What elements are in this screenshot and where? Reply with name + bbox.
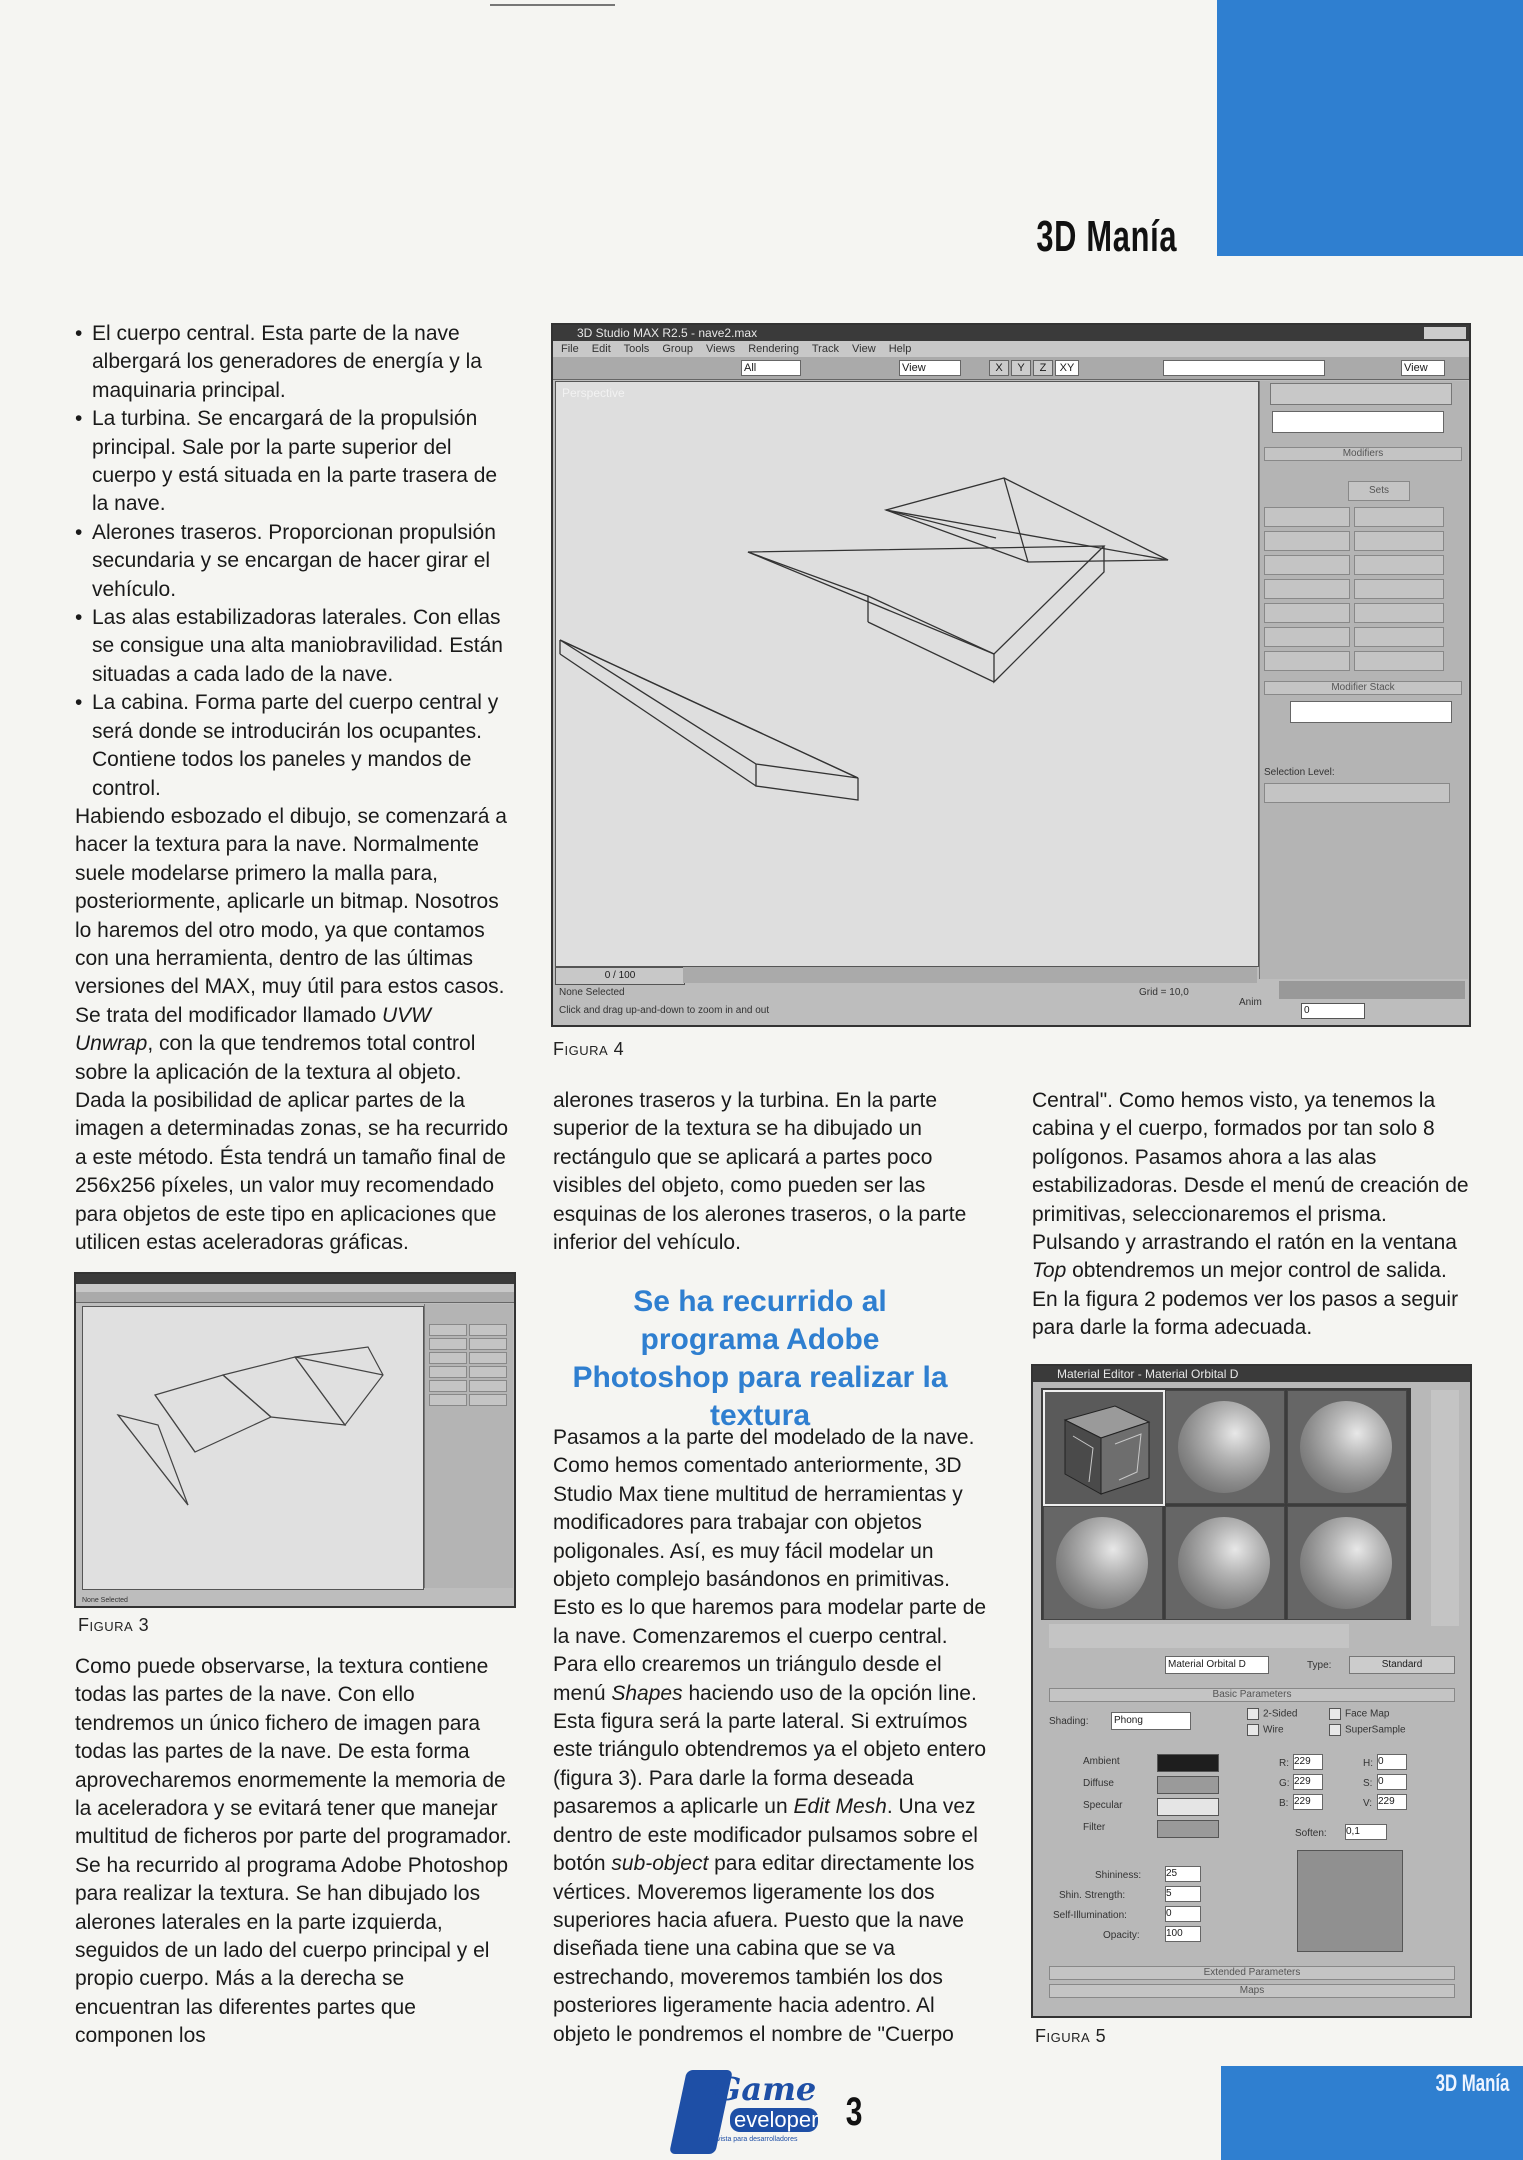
footer-tab — [1221, 2066, 1523, 2160]
window-controls — [1424, 327, 1466, 339]
type-label: Type: — [1307, 1660, 1332, 1671]
g-field[interactable]: 229 — [1293, 1774, 1323, 1790]
object-name-field[interactable] — [1272, 411, 1444, 433]
footer-tab-label: 3D Manía — [1435, 2070, 1509, 2097]
paragraph: Como puede observarse, la textura contiene todas las partes de la nave. Con ello tendremos un único fichero de imagen para todas las partes de la nave. De esta forma aprovecharemos enormemente la memoria de la aceleradora y se evitará tener que manejar multitud de ficheros por parte del programador. — [75, 1655, 512, 1849]
wireframe-model — [556, 382, 1258, 966]
logo-tagline: Revista para desarrolladores — [708, 2136, 798, 2143]
paragraph: alerones traseros y la turbina. En la parte superior de la textura se ha dibujado un rectángulo que se aplicará a partes poco visibles del objeto, como pueden ser las esquinas de los alerones traseros, o la parte inferior del vehículo. — [553, 1089, 967, 1255]
column-2-bottom — [553, 1424, 993, 2049]
filter-swatch[interactable] — [1157, 1820, 1219, 1838]
figure-3-screenshot — [74, 1272, 516, 1608]
page-number: 3 — [845, 2090, 863, 2134]
window-title: 3D Studio MAX R2.5 - nave2.max — [553, 325, 1469, 341]
h-label: H: — [1363, 1758, 1373, 1769]
soften-field[interactable]: 0,1 — [1345, 1824, 1387, 1840]
s-field[interactable]: 0 — [1377, 1774, 1407, 1790]
reference-coord-combo[interactable]: View — [899, 360, 961, 376]
supersample-checkbox[interactable]: SuperSample — [1345, 1724, 1406, 1736]
status-none-selected: None Selected — [559, 987, 625, 998]
game-developer-logo — [678, 2070, 838, 2154]
view-combo[interactable]: View — [1401, 360, 1445, 376]
b-field[interactable]: 229 — [1293, 1794, 1323, 1810]
bullet-item: • La turbina. Se encargará de la propulsión principal. Sale por la parte superior del cuerpo y está situada en la parte trasera de la nave. — [75, 405, 515, 519]
wireframe — [83, 1307, 423, 1589]
self-illum-field[interactable]: 0 — [1165, 1906, 1201, 1922]
material-slot[interactable] — [1165, 1390, 1285, 1504]
shading-combo[interactable]: Phong — [1111, 1712, 1191, 1730]
viewport — [82, 1306, 424, 1590]
side-toolbar[interactable] — [1431, 1390, 1459, 1626]
opacity-field[interactable]: 100 — [1165, 1926, 1201, 1942]
g-label: G: — [1279, 1778, 1290, 1789]
status-text: None Selected — [82, 1597, 128, 1604]
diffuse-swatch[interactable] — [1157, 1776, 1219, 1794]
axis-x-button[interactable]: X — [989, 360, 1009, 376]
axis-y-button[interactable]: Y — [1011, 360, 1031, 376]
paragraph: Pasamos a la parte del modelado de la nave. Como hemos comentado anteriormente, 3D Studio Max tiene multitud de herramientas y modificadores para trabajar con objetos poligonales. Así, es muy fácil modelar un objeto complejo basándonos en primitivas. Esto es lo que haremos para modelar parte de la nave. Comenzaremos el cuerpo central. Para ello crearemos un triángulo desde el menú Shapes haciendo uso de la opción line. Esta figura será la parte lateral. Si extruímos este triángulo obtendremos ya el objeto entero (figura 3). Para darle la forma deseada pasaremos a aplicarle un Edit Mesh. Una vez dentro de este modificador pulsamos sobre el botón sub-object para editar directamente los vértices. Moveremos ligeramente los dos superiores hacia afuera. Puesto que la nave diseñada tiene una cabina que se va estrechando, moveremos también los dos posteriores ligeramente hacia adentro. Al objeto le pondremos el nombre de "Cuerpo — [553, 1426, 987, 2046]
bottom-toolbar[interactable] — [1049, 1624, 1349, 1648]
perspective-viewport[interactable] — [555, 381, 1259, 967]
anim-button[interactable]: Anim — [1239, 997, 1262, 1008]
command-panel — [1259, 381, 1468, 979]
wire-checkbox[interactable]: Wire — [1263, 1724, 1284, 1736]
window-title: Material Editor - Material Orbital D — [1033, 1366, 1470, 1382]
column-1 — [75, 320, 515, 1257]
header-blue-block — [1217, 0, 1523, 256]
b-label: B: — [1279, 1798, 1289, 1809]
self-illum-label: Self-Illumination: — [1053, 1910, 1127, 1921]
viewport-label: Perspective — [562, 386, 625, 400]
extended-params-rollout[interactable]: Extended Parameters — [1049, 1966, 1455, 1980]
v-label: V: — [1363, 1798, 1373, 1809]
paragraph: Se ha recurrido al programa Adobe Photoshop para realizar la textura. Se han dibujado los alerones laterales en la parte izquierda, seguidos de un lado del cuerpo principal y el propio cuerpo. Más a la derecha se encuentran las diferentes partes que componen los — [75, 1853, 509, 2048]
specular-swatch[interactable] — [1157, 1798, 1219, 1816]
section-title: 3D Manía — [1036, 212, 1177, 261]
material-slot-cube[interactable] — [1043, 1390, 1165, 1506]
soften-label: Soften: — [1295, 1828, 1327, 1839]
logo-game-text: Game — [714, 2070, 817, 2108]
type-button[interactable]: Standard — [1349, 1656, 1455, 1674]
r-label: R: — [1279, 1758, 1289, 1769]
figure-5-caption: Figura 5 — [1035, 2026, 1107, 2046]
grid-readout: Grid = 10,0 — [1139, 987, 1189, 998]
menu-views[interactable]: Views — [706, 343, 736, 355]
shininess-field[interactable]: 25 — [1165, 1866, 1201, 1882]
menu-help[interactable]: Help — [888, 343, 912, 355]
column-3-top — [1032, 1087, 1472, 1343]
menu-bar — [553, 341, 1469, 357]
status-hint: Click and drag up-and-down to zoom in and out — [559, 1005, 770, 1016]
material-slot[interactable] — [1165, 1506, 1285, 1620]
named-selection-combo[interactable] — [1163, 360, 1325, 376]
opacity-label: Opacity: — [1103, 1930, 1140, 1941]
column-1-bottom — [75, 1653, 515, 2051]
selection-level-label: Selection Level: — [1264, 767, 1335, 778]
menu-rendering[interactable]: Rendering — [748, 343, 799, 355]
material-slot[interactable] — [1043, 1506, 1163, 1620]
paragraph: Habiendo esbozado el dibujo, se comenzará a hacer la textura para la nave. Normalmente suele modelarse primero la malla para, posteriormente, aplicarle un bitmap. Nosotros lo haremos del otro modo, ya que contamos con una herramienta, dentro de las últimas versiones del MAX, muy útil para estos casos. Se trata del modificador llamado UVW Unwrap, con la que tendremos total control sobre la aplicación de la textura al objeto. Dada la posibilidad de aplicar partes de la imagen a determinadas zonas, se ha recurrido a este método. Ésta tendrá un tamaño final de 256x256 píxeles, un valor muy recomendado para objetos de este tipo en aplicaciones que utilicen estas aceleradoras gráficas. — [75, 804, 509, 1254]
material-name-field[interactable]: Material Orbital D — [1165, 1656, 1269, 1674]
material-slot[interactable] — [1287, 1506, 1407, 1620]
two-sided-checkbox[interactable]: 2-Sided — [1263, 1708, 1298, 1720]
header-rule — [490, 4, 615, 6]
ambient-radio[interactable]: Ambient — [1083, 1756, 1120, 1767]
specular-radio[interactable]: Specular — [1083, 1800, 1123, 1811]
bullet-item: • Las alas estabilizadoras laterales. Con ellas se consigue una alta maniobravilidad. Están situadas a cada lado de la nave. — [75, 604, 515, 689]
frame-field[interactable]: 0 — [1301, 1003, 1365, 1019]
modifier-stack-rollout[interactable]: Modifier Stack — [1264, 681, 1462, 695]
basic-params-rollout[interactable]: Basic Parameters — [1049, 1688, 1455, 1702]
v-field[interactable]: 229 — [1377, 1794, 1407, 1810]
figure-3-caption: Figura 3 — [78, 1615, 150, 1635]
figure-4-caption: Figura 4 — [553, 1039, 625, 1059]
paragraph: Central". Como hemos visto, ya tenemos la cabina y el cuerpo, formados por tan solo 8 polígonos. Pasamos ahora a las alas estabilizadoras. Desde el menú de creación de primitivas, seleccionaremos el prisma. Pulsando y arrastrando el ratón en la ventana Top obtendremos un mejor control de salida. En la figura 2 podemos ver los pasos a seguir para darle la forma adecuada. — [1032, 1089, 1469, 1340]
bullet-list — [75, 320, 515, 803]
bullet-item: • La cabina. Forma parte del cuerpo central y será donde se introducirán los ocupantes. Contiene todos los paneles y mandos de control. — [75, 689, 515, 803]
pull-quote: Se ha recurrido al programa Adobe Photoshop para realizar la textura — [572, 1285, 948, 1432]
shading-label: Shading: — [1049, 1716, 1089, 1727]
diffuse-radio[interactable]: Diffuse — [1083, 1778, 1114, 1789]
main-toolbar — [553, 357, 1469, 380]
menu-edit[interactable]: Edit — [591, 343, 611, 355]
modifiers-rollout[interactable]: Modifiers — [1264, 447, 1462, 461]
panel-tabs[interactable] — [1270, 383, 1452, 405]
maps-rollout[interactable]: Maps — [1049, 1984, 1455, 1998]
shin-strength-field[interactable]: 5 — [1165, 1886, 1201, 1902]
time-slider[interactable]: 0 / 100 — [555, 967, 685, 985]
highlight-curve — [1297, 1850, 1403, 1952]
playback-controls[interactable] — [1279, 981, 1465, 999]
material-slot[interactable] — [1287, 1390, 1407, 1504]
bullet-item: • Alerones traseros. Proporcionan propulsión secundaria y se encargan de hacer girar el vehículo. — [75, 519, 515, 604]
h-field[interactable]: 0 — [1377, 1754, 1407, 1770]
menu-track-view[interactable]: Track View — [811, 343, 876, 355]
filter-radio[interactable]: Filter — [1083, 1822, 1106, 1833]
r-field[interactable]: 229 — [1293, 1754, 1323, 1770]
ambient-swatch[interactable] — [1157, 1754, 1219, 1772]
shininess-label: Shininess: — [1095, 1870, 1142, 1881]
s-label: S: — [1363, 1778, 1373, 1789]
logo-developer-text: eveloper — [730, 2108, 818, 2132]
menu-group[interactable]: Group — [662, 343, 693, 355]
selection-filter-combo[interactable]: All — [741, 360, 801, 376]
modifier-stack-combo[interactable] — [1290, 701, 1452, 723]
axis-z-button[interactable]: Z — [1033, 360, 1053, 376]
cube-preview — [1045, 1392, 1163, 1504]
figure-5-screenshot — [1031, 1364, 1472, 2018]
column-2-top — [553, 1087, 993, 1257]
bullet-item: • El cuerpo central. Esta parte de la nave albergará los generadores de energía y la maquinaria principal. — [75, 320, 515, 405]
menu-tools[interactable]: Tools — [623, 343, 650, 355]
face-map-checkbox[interactable]: Face Map — [1345, 1708, 1390, 1720]
shin-strength-label: Shin. Strength: — [1059, 1890, 1126, 1901]
figure-4-screenshot — [551, 323, 1471, 1027]
sets-button[interactable]: Sets — [1348, 481, 1410, 501]
axis-xy-button[interactable]: XY — [1055, 360, 1079, 376]
menu-file[interactable]: File — [561, 343, 579, 355]
